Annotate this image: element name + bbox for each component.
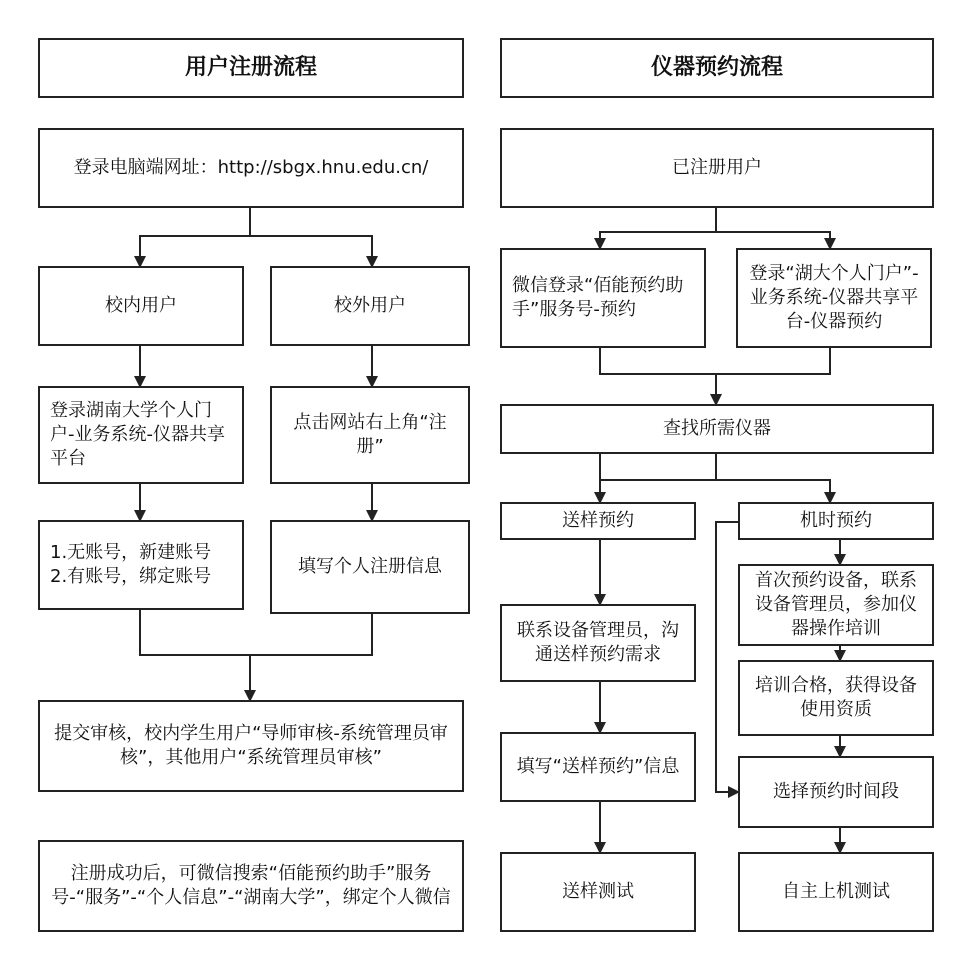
find-instrument-box: 查找所需仪器 [500,404,934,454]
connector-find-split-right [716,480,830,502]
self-test-box: 自主上机测试 [738,852,934,932]
connector-login-merge [600,348,830,374]
connector-find-split [600,454,716,502]
portal-login-box: 登录湖南大学个人门户-业务系统-仪器共享平台 [38,386,244,484]
review-box: 提交审核，校内学生用户“导师审核-系统管理员审核”，其他用户“系统管理员审核” [38,700,464,792]
qualified-box: 培训合格，获得设备使用资质 [738,660,934,736]
account-options-text: 1.无账号，新建账号 2.有账号，绑定账号 [50,541,212,587]
machine-time-booking-box: 机时预约 [738,502,934,540]
portal-booking-box: 登录“湖大个人门户”-业务系统-仪器共享平台-仪器预约 [736,248,932,348]
booking-flow-title: 仪器预约流程 [500,38,934,98]
external-user-box: 校外用户 [270,266,470,346]
sample-test-box: 送样测试 [500,852,696,932]
first-booking-box: 首次预约设备，联系设备管理员，参加仪器操作培训 [738,564,934,646]
internal-user-box: 校内用户 [38,266,244,346]
choose-time-box: 选择预约时间段 [738,756,934,828]
wechat-bind-box: 注册成功后，可微信搜索“佰能预约助手”服务号-“服务”-“个人信息”-“湖南大学”，绑定个人微信 [38,840,464,932]
fill-sample-box: 填写“送样预约”信息 [500,732,696,802]
website-box: 登录电脑端网址：http://sbgx.hnu.edu.cn/ [38,128,464,208]
account-options-box [38,520,244,610]
connector-website-split-right [250,236,372,266]
registered-user-box: 已注册用户 [500,128,934,208]
register-click-box: 点击网站右上角“注册” [270,386,470,484]
connector-website-split [140,208,250,266]
sample-booking-box: 送样预约 [500,502,696,540]
wechat-login-box: 微信登录“佰能预约助手”服务号-预约 [500,248,706,348]
registration-flow-title: 用户注册流程 [38,38,464,98]
contact-admin-box: 联系设备管理员，沟通送样预约需求 [500,604,696,682]
connector-registered-split [600,208,716,248]
connector-machine-bypass [716,522,738,792]
connector-merge-review [140,610,372,655]
fill-register-box: 填写个人注册信息 [270,520,470,614]
connector-registered-split-right [716,232,830,248]
